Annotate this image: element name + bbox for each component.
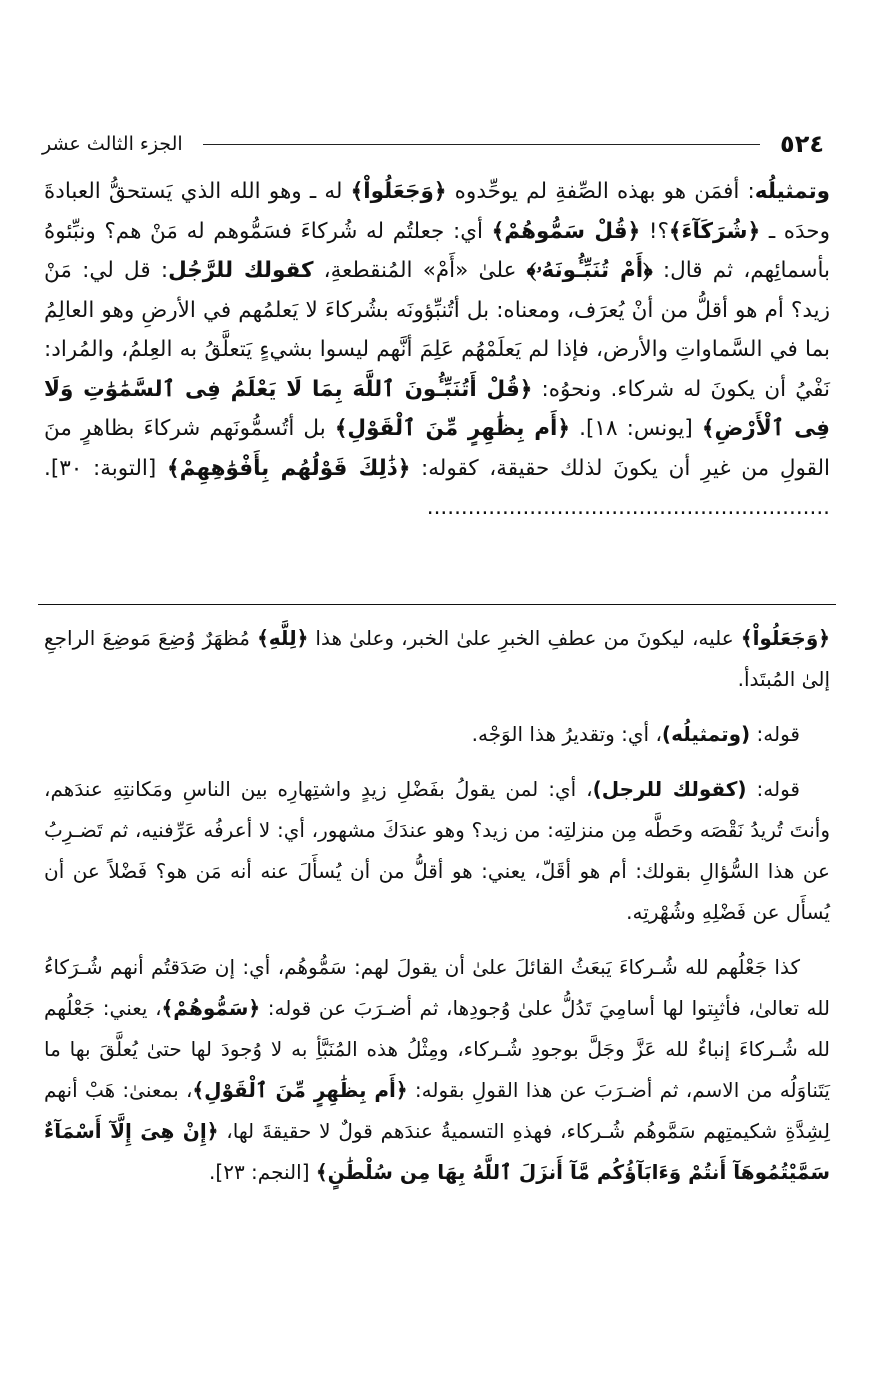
text-span: مُظهَرٌ وُضِعَ مَوضِعَ الراجعِ إلىٰ المُبتَدأ.: [44, 626, 830, 691]
quran-quote: ﴿أَم بِظَٰهِرٍ مِّنَ ٱلْقَوْلِ﴾: [334, 416, 571, 441]
text-span: أي: جعلتُم له شُركاءَ فسَمُّوهم له مَنْ هم؟ ونبِّئوهُ بأسمائِهم، ثم قال:: [44, 218, 830, 283]
term-bold: (كقولك للرجل): [592, 777, 747, 801]
quran-quote: ﴿سَمُّوهُمْ﴾: [161, 996, 261, 1020]
text-span: ، بمعنىٰ: هَبْ أنهم لِشِدَّةِ شكيمتِهم سَمَّوهُم شُـركاء، فهذهِ التسميةُ عندَهم قولٌ لا حقيقةَ لها،: [44, 1078, 830, 1143]
commentary-paragraph: [44, 769, 830, 933]
header-rule: [203, 144, 760, 145]
citation: [التوبة: ٣٠]. ...........................................................: [44, 455, 830, 520]
text-span: ؟!: [640, 218, 669, 244]
quran-quote: ﴿إِنْ هِىَ إِلَّآ أَسْمَآءٌ سَمَّيْتُمُوهَآ أَنتُمْ وَءَابَآؤُكُم مَّآ أَنزَلَ ٱللَّهُ بِهَا مِن سُلْطَٰنٍ﴾: [44, 1119, 830, 1184]
quran-quote: ﴿أَم بِظَٰهِرٍ مِّنَ ٱلْقَوْلِ﴾: [192, 1078, 408, 1102]
page-header: [42, 126, 824, 162]
text-span: ، يعني: جَعْلُهم لله شُـركاءَ إنباءٌ لله عَزَّ وجَلَّ بوجودِ شُـركاء، ومِثْلُ هذه المُنَبَّأِ به لا وُجودَ لها حتىٰ يُعلَّقَ بها ما يَتَناوَلُه من الاسم، ثم أضـرَبَ عن هذا القولِ بقوله:: [44, 996, 831, 1102]
term-bold: وتمثيلُه: [754, 179, 830, 204]
text-span: : أفمَن هو بهذه الصِّفةِ لم يوحِّدوه: [446, 179, 755, 204]
text-span: علىٰ «أَمْ» المُنقطعةِ،: [313, 258, 527, 283]
text-span: بل أتُسمُّونَهم شركاءَ بظاهرٍ منَ القولِ من غيرِ أن يكونَ لذلك حقيقة، كقوله:: [44, 416, 831, 481]
quran-quote: ﴿قُلْ أَتُنَبِّـُٔونَ ٱللَّهَ بِمَا لَا يَعْلَمُ فِى ٱلسَّمَٰوَٰتِ وَلَا فِى ٱلْأَرْضِ﴾: [44, 376, 831, 441]
quran-quote: ﴿وَجَعَلُواْ﴾: [350, 179, 447, 204]
quran-quote: ﴿لِلَّهِ﴾: [257, 626, 309, 650]
text-span: له ـ وهو الله الذي يَستحقُّ العبادةَ وحدَه ـ: [44, 179, 830, 244]
term-bold: (وتمثيلُه): [661, 722, 751, 746]
citation: [يونس: ١٨].: [570, 416, 702, 441]
quran-quote: ﴿أَمْ تُنَبِّـُٔونَهُۥ﴾: [526, 258, 653, 283]
quran-quote: ﴿شُرَكَآءَ﴾: [668, 218, 761, 244]
commentary-paragraph: [44, 947, 830, 1193]
commentary-paragraph: [44, 618, 830, 700]
text-span: كذا جَعْلُهم لله شُـركاءَ يَبعَثُ القائلَ علىٰ أن يقولَ لهم: سَمُّوهُم، أي: إن صَدَقتُم أنهم شُـرَكاءُ لله تعالىٰ، فأثبِتوا لها أسامِيَ تَدُلُّ علىٰ وُجودِها، ثم أضـرَبَ عن قوله:: [44, 955, 830, 1020]
quran-quote: ﴿وَجَعَلُواْ﴾: [740, 626, 830, 650]
quran-quote: ﴿ذَٰلِكَ قَوْلُهُم بِأَفْوَٰهِهِمْ﴾: [166, 455, 411, 481]
text-span: : قل لي: مَنْ زيد؟ أم هو أقلُّ من أنْ يُعرَف، ومعناه: بل أتُنبِّؤونَه بشُركاءَ لا يَعلمُهم في الأرضِ وهو العالِمُ بما في السَّماواتِ والأرض، فإذا لم يَعلَمْهُم عَلِمَ أنَّهم ليسوا بشيءٍ يَتعلَّقُ به العِلمُ، والمُراد: نَفْيُ أن يكونَ له شركاء. ونحوُه:: [44, 258, 830, 402]
citation: [النجم: ٢٣].: [209, 1160, 316, 1184]
footnote-separator: [38, 604, 836, 605]
page-number: ٥٢٤: [780, 130, 824, 158]
commentary-section: [44, 618, 830, 1207]
text-span: ، أي: لمن يقولُ بفَضْلِ زيدٍ واشتِهارِه بين الناسِ ومَكانتِهِ عندَهم، وأنتَ تُريدُ نَقْصَه وحَطَّه مِن منزلتِه: من زيد؟ وهو عندَكَ مشهور، أي: لا أعرفُه عَرِّفنيه، ثم تَضـرِبُ عن هذا السُّؤالِ بقولك: أم هو أقَلّ، يعني: هو أقلُّ من أن يُسأَلَ عنه أنه مَن هو؟ فَضْلاً عن أن يُسأَل عن فَضْلِهِ وشُهْرتِه.: [44, 777, 830, 924]
term-bold: كقولك للرَّجُل: [168, 258, 314, 283]
part-title: الجزء الثالث عشر: [42, 133, 183, 155]
text-span: ، أي: وتقديرُ هذا الوَجْه.: [471, 722, 662, 746]
quran-quote: ﴿قُلْ سَمُّوهُمْ﴾: [491, 218, 641, 244]
text-span: قوله:: [750, 722, 800, 746]
commentary-paragraph: [44, 714, 830, 755]
text-span: عليه، ليكونَ من عطفِ الخبرِ علىٰ الخبر، وعلىٰ هذا: [308, 626, 741, 650]
text-span: قوله:: [746, 777, 800, 801]
main-text: [44, 172, 830, 528]
